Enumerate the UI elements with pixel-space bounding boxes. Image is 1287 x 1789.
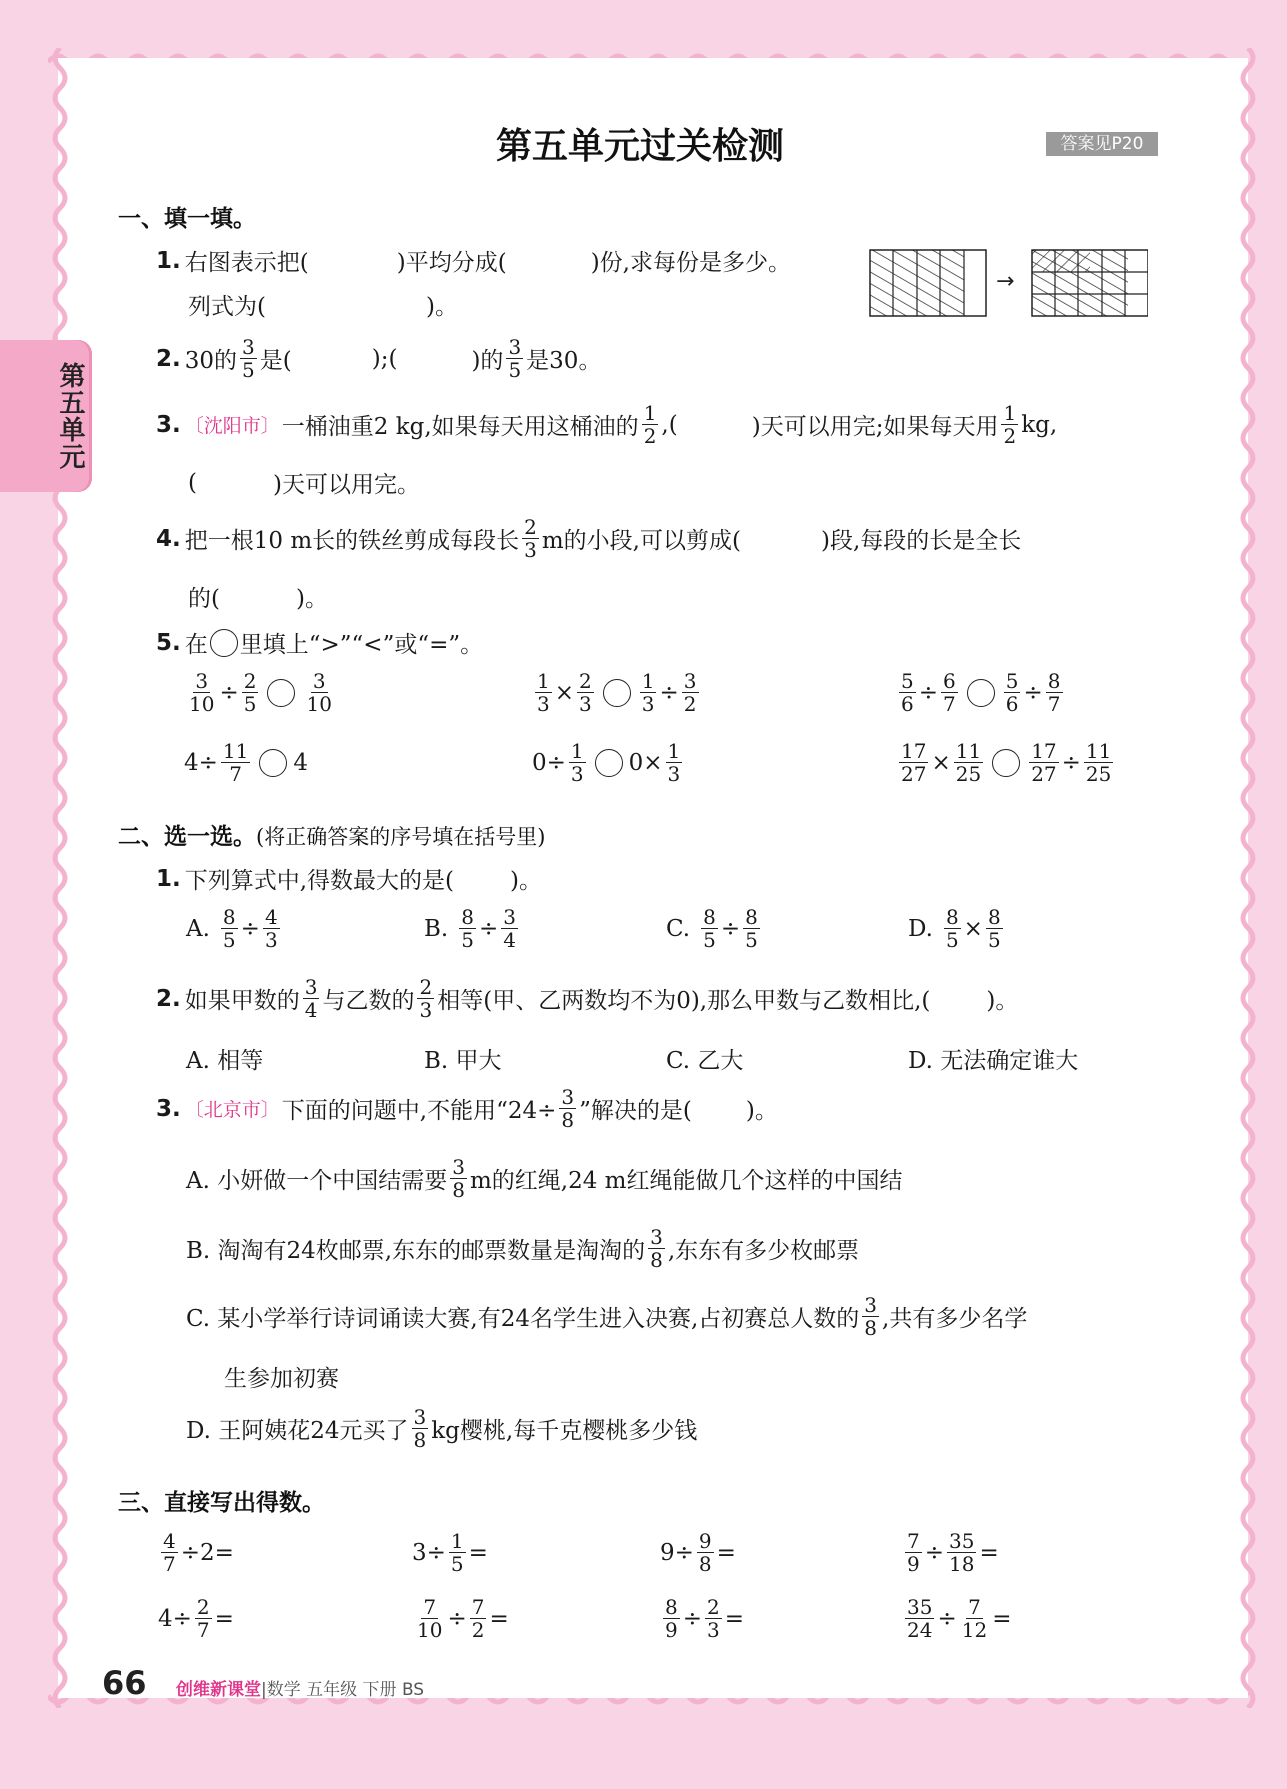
question-number: 2. [156,345,181,372]
q1-4-text-d: 的( [188,586,220,612]
answer-circle[interactable] [595,749,623,777]
q1-2 [156,336,601,381]
q1-1-text-c: )份,求每份是多少。 [590,250,791,276]
q1-1-line1 [156,244,791,277]
q1-3-text-f: )天可以用完。 [272,472,420,498]
q1-4-text-a: 把一根10 m长的铁丝剪成每段长 [184,528,520,554]
q1-3-text-c: )天可以用完;如果每天用 [751,414,999,440]
q1-4-text-e: )。 [295,586,328,612]
wavy-border-right [1238,48,1260,1708]
question-number: 1. [156,865,181,892]
fraction-division-figure [868,248,1148,320]
q2-2-option-a[interactable]: A. 相等 [186,1048,264,1074]
q1-3-line1 [156,402,1057,447]
answer-circle[interactable] [992,749,1020,777]
q1-5-text-b: 里填上“>”“<”或“=”。 [239,632,484,658]
q1-5-text-a: 在 [184,632,208,658]
calc-item-7: $\frac{8}{9}$ ÷ $\frac{2}{3}$ = [665,1595,745,1642]
calc-item-1: $\frac{4}{7}$ ÷2= [163,1529,234,1576]
answer-circle[interactable] [967,679,995,707]
footer-info [176,1675,424,1700]
svg-text:→: → [996,269,1015,294]
q2-2: 2. 如果甲数的 $\frac{3}{4}$ 与乙数的 $\frac{2}{3}$ 相等(甲、乙两数均不为0),那么甲数与乙数相比,( )。 [156,975,1019,1022]
question-number: 3. [156,411,181,438]
compare-item-3: $\frac{5}{6}$ ÷ $\frac{6}{7}$ $\frac{5}{6}$ ÷ $\frac{8}{7}$ [901,669,1061,716]
q1-2-text-d: )的 [471,348,504,374]
q1-2-text-a: 30的 [184,348,238,374]
q1-4-text-c: )段,每段的长是全长 [820,528,1022,554]
q1-3-text-d: kg, [1021,411,1058,438]
compare-item-6: $\frac{17}{27}$ × $\frac{11}{25}$ $\frac{17}{27}$ ÷ $\frac{11}{25}$ [901,739,1112,786]
answer-circle[interactable] [267,679,295,707]
q1-1-text-e: )。 [425,294,458,320]
question-number: 3. [156,1095,181,1122]
region-tag: 〔北京市〕 [184,1099,280,1121]
q1-5 [156,626,483,659]
q1-3-text-e: ( [188,469,197,496]
question-number: 5. [156,629,181,656]
fraction: $\frac{3}{5}$ [508,335,522,382]
q1-1-text-a: 右图表示把( [184,250,309,276]
section-heading-choose: 二、选一选。(将正确答案的序号填在括号里) [118,824,546,850]
q2-2-option-c[interactable]: C. 乙大 [666,1048,744,1074]
answer-circle[interactable] [259,749,287,777]
question-number: 4. [156,525,181,552]
fraction: $\frac{1}{2}$ [1003,401,1017,448]
book-info: |数学 五年级 下册 BS [261,1680,425,1700]
brand-name: 创维新课堂 [176,1680,261,1700]
q1-1-text-d: 列式为( [188,294,266,320]
q1-1-text-b: )平均分成( [396,250,507,276]
calc-item-4: $\frac{7}{9}$ ÷ $\frac{35}{18}$ = [907,1529,999,1576]
wavy-border-left [48,48,70,1708]
calc-item-8: $\frac{35}{24}$ ÷ $\frac{7}{12}$ = [907,1595,1012,1642]
q2-1-option-b[interactable]: B. $\frac{8}{5}$ ÷ $\frac{3}{4}$ [424,905,516,952]
q1-4-line2 [188,580,328,613]
q1-1-line2 [188,288,458,321]
q1-4-line1 [156,516,1021,561]
compare-item-4: 4÷ $\frac{11}{7}$ 4 [184,739,308,786]
q2-1-option-c[interactable]: C. $\frac{8}{5}$ ÷ $\frac{8}{5}$ [666,905,758,952]
calc-item-2: 3÷ $\frac{1}{5}$ = [412,1529,488,1576]
q1-2-text-b: 是( [259,348,292,374]
fraction: $\frac{1}{2}$ [643,401,657,448]
page-number: 66 [102,1664,147,1702]
q2-3-option-b[interactable]: B. 淘淘有24枚邮票,东东的邮票数量是淘淘的 $\frac{3}{8}$ ,东东有多少枚邮票 [186,1225,860,1272]
q1-4-text-b: m的小段,可以剪成( [541,528,741,554]
q2-3-option-a[interactable]: A. 小妍做一个中国结需要 $\frac{3}{8}$ m的红绳,24 m红绳能做几个这样的中国结 [186,1155,903,1202]
q1-3-text-b: ,( [661,411,678,438]
unit-side-tab-label: 第五单元 [55,362,85,470]
calc-item-6: $\frac{7}{10}$ ÷ $\frac{7}{2}$ = [417,1595,509,1642]
section-note: (将正确答案的序号填在括号里) [256,825,546,849]
answer-circle[interactable] [210,629,238,657]
compare-item-2: $\frac{1}{3}$ × $\frac{2}{3}$ $\frac{1}{3}$ ÷ $\frac{3}{2}$ [537,669,697,716]
q1-3-text-a: 一桶油重2 kg,如果每天用这桶油的 [281,414,639,440]
q2-3-option-c-cont: 生参加初赛 [224,1366,339,1392]
q1-3-line2 [188,466,420,499]
question-number: 1. [156,247,181,274]
q2-3-option-d[interactable]: D. 王阿姨花24元买了 $\frac{3}{8}$ kg樱桃,每千克樱桃多少钱 [186,1405,698,1452]
section-heading-compute: 三、直接写出得数。 [118,1490,325,1516]
q2-3: 3. 〔北京市〕 下面的问题中,不能用“24÷ $\frac{3}{8}$ ”解决的是( )。 [156,1085,778,1132]
answer-circle[interactable] [603,679,631,707]
q1-2-text-e: 是30。 [526,348,602,374]
fraction: $\frac{2}{3}$ [524,515,537,562]
question-number: 2. [156,985,181,1012]
q2-3-option-c[interactable]: C. 某小学举行诗词诵读大赛,有24名学生进入决赛,占初赛总人数的 $\frac{3}{8}$ ,共有多少名学 [186,1293,1028,1340]
region-tag: 〔沈阳市〕 [184,415,280,437]
q2-2-option-d[interactable]: D. 无法确定谁大 [908,1048,1079,1074]
q1-2-text-c: );( [371,345,398,372]
fraction: $\frac{3}{5}$ [242,335,255,382]
q2-1-option-a[interactable]: A. $\frac{8}{5}$ ÷ $\frac{4}{3}$ [186,905,278,952]
page-title: 第五单元过关检测 [495,126,784,167]
q2-1: 1. 下列算式中,得数最大的是( )。 [156,865,543,894]
compare-item-5: 0÷ $\frac{1}{3}$ 0× $\frac{1}{3}$ [532,739,681,786]
q2-2-option-b[interactable]: B. 甲大 [424,1048,502,1074]
compare-item-1: $\frac{3}{10}$ ÷ $\frac{2}{5}$ $\frac{3}{10}$ [189,669,332,716]
answer-reference-badge: 答案见P20 [1046,132,1158,156]
calc-item-3: 9÷ $\frac{9}{8}$ = [660,1529,736,1576]
section-heading-fill: 一、填一填。 [118,206,256,232]
calc-item-5: 4÷ $\frac{2}{7}$ = [158,1595,234,1642]
q2-1-option-d[interactable]: D. $\frac{8}{5}$ × $\frac{8}{5}$ [908,905,1001,952]
